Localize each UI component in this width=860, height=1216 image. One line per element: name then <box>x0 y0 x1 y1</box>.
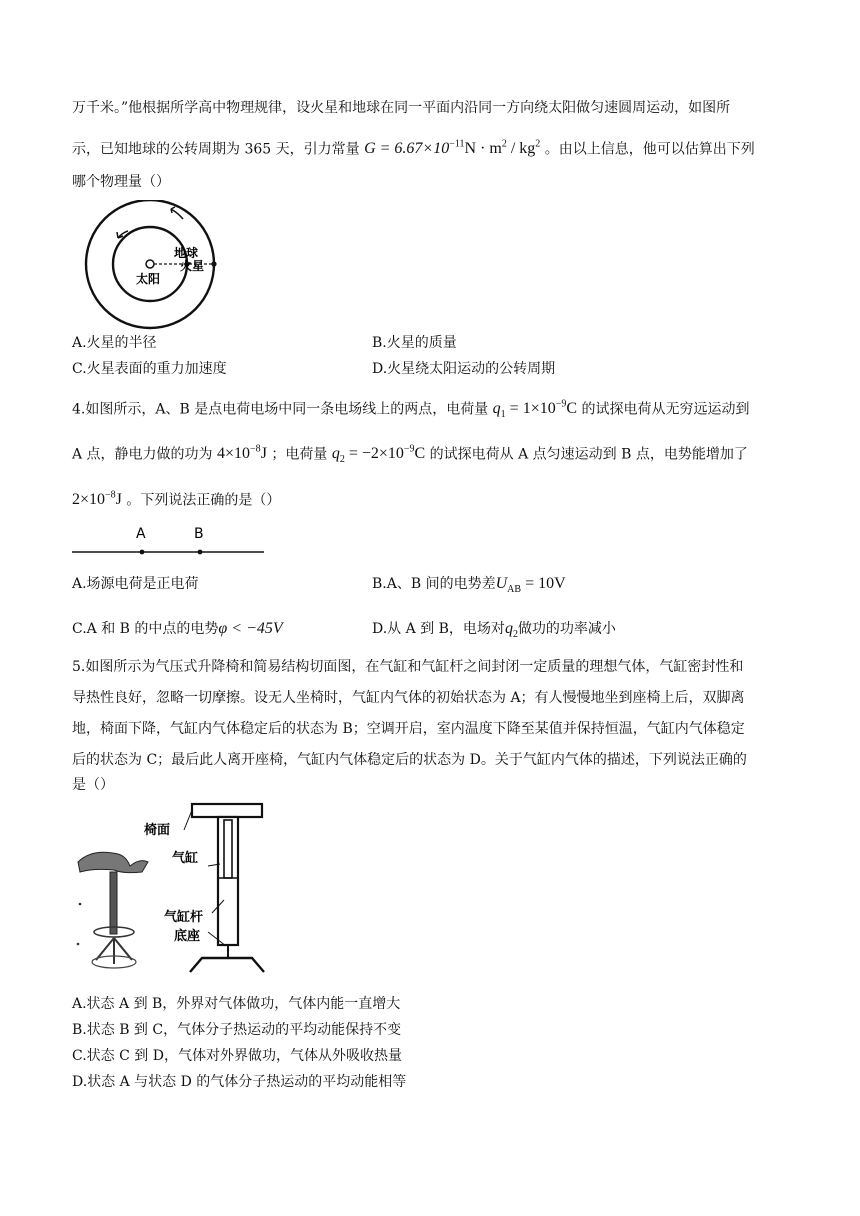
q5-option-a[interactable]: A.状态 A 到 B，外界对气体做功，气体内能一直增大 <box>72 996 401 1012</box>
q5-option-c[interactable]: C.状态 C 到 D，气体对外界做功，气体从外吸收热量 <box>72 1048 402 1064</box>
q4-charge-q1: $q_1 = 1\times 10^{-9}C$ <box>492 399 578 421</box>
rod-label: 气缸杆 <box>164 910 204 925</box>
q3-text-line2 <box>72 135 755 159</box>
q4-line3-post: 。下列说法正确的是（） <box>126 492 281 509</box>
q5-text-line3: 地，椅面下降，气缸内气体稳定后的状态为 B；空调开启，室内温度下降至某值并保持恒温，气缸内气体稳定 <box>72 721 745 737</box>
q4-line2-post: 的试探电荷从 A 点匀速运动到 B 点，电势能增加了 <box>429 446 748 463</box>
earth-label: 地球 <box>174 246 199 260</box>
q5-text-line1: 5.如图所示为气压式升降椅和简易结构切面图，在气缸和气缸杆之间封闭一定质量的理想气体，气缸密封性和 <box>72 659 744 675</box>
q3-text-line2-post: 。由以上信息，他可以估算出下列 <box>544 141 755 158</box>
q3-option-d[interactable]: D.火星绕太阳运动的公转周期 <box>372 361 556 377</box>
point-b-label: B <box>194 526 204 542</box>
base-label: 底座 <box>174 929 201 944</box>
sun-label: 太阳 <box>136 272 161 286</box>
q4-option-a[interactable]: A.场源电荷是正电荷 <box>72 576 199 592</box>
cylinder-label: 气缸 <box>172 851 199 866</box>
mars-direction-arrow <box>171 209 183 219</box>
q3-gravity-constant: $G = 6.67\times 10^{-11}N \cdot m^2 / kg^2$ <box>364 139 541 158</box>
q4-line1-post: 的试探电荷从无穷远运动到 <box>581 401 750 418</box>
point-a-icon <box>140 550 145 555</box>
chair-column <box>110 872 117 934</box>
q4-work-value: $4\times 10^{-8}J$ <box>217 444 267 463</box>
point-b-icon <box>198 550 203 555</box>
q4-energy-value: $2\times 10^{-8}J$ <box>72 490 122 509</box>
q4-text-line2 <box>72 440 748 471</box>
mars-icon <box>211 261 216 266</box>
q4-line1-pre: 4.如图所示，A、B 是点电荷电场中同一条电场线上的两点，电荷量 <box>72 401 489 418</box>
seat-label: 椅面 <box>144 823 171 838</box>
q3-option-a[interactable]: A.火星的半径 <box>72 335 157 351</box>
q5-text-line2: 导热性良好，忽略一切摩擦。设无人坐椅时，气缸内气体的初始状态为 A；有人慢慢地坐到座椅上后，双脚离 <box>72 690 745 706</box>
q5-option-b[interactable]: B.状态 B 到 C，气体分子热运动的平均动能保持不变 <box>72 1022 402 1038</box>
q3-text-line1: 万千米。”他根据所学高中物理规律，设火星和地球在同一平面内沿同一方向绕太阳做匀速圆周运动，如图所 <box>72 100 731 116</box>
cylinder-rod <box>224 820 232 878</box>
sun-icon <box>146 260 154 268</box>
q4-text-line3 <box>72 486 280 510</box>
q5-text-line4: 后的状态为 C；最后此人离开座椅，气缸内气体稳定后的状态为 D。关于气缸内气体的描述，下列说法正确的 <box>72 752 747 768</box>
q4-option-d[interactable]: D.从 A 到 B，电场对$q_2$做功的功率减小 <box>372 620 616 641</box>
chair-cross-section <box>140 800 270 980</box>
point-a-label: A <box>136 526 146 542</box>
q4-option-b[interactable]: B.A、B 间的电势差$U_{AB} = 10V$ <box>372 575 566 596</box>
q4-text-line1 <box>72 395 749 426</box>
q4-line2-pre: A 点，静电力做的功为 <box>72 446 213 463</box>
q3-text-line3: 哪个物理量（） <box>72 174 170 190</box>
q3-orbit-figure <box>66 200 226 330</box>
q4-charge-q2: $q_2 = -2\times 10^{-9}C$ <box>331 444 426 466</box>
q5-text-line5: 是（） <box>72 777 114 793</box>
seat-plate <box>192 804 262 817</box>
chair-legs <box>96 938 132 964</box>
q5-option-d[interactable]: D.状态 A 与状态 D 的气体分子热运动的平均动能相等 <box>72 1074 407 1090</box>
q3-option-b[interactable]: B.火星的质量 <box>372 335 457 351</box>
base-legs <box>190 958 264 972</box>
chair-seat-shape <box>78 852 148 872</box>
q3-option-c[interactable]: C.火星表面的重力加速度 <box>72 361 227 377</box>
q4-line2-mid: ；电荷量 <box>271 446 328 463</box>
q4-option-c[interactable]: C.A 和 B 的中点的电势φ < −45V <box>72 620 283 637</box>
q4-field-line-figure <box>70 520 270 560</box>
seat-pointer <box>184 810 192 830</box>
q3-text-line2-pre: 示，已知地球的公转周期为 365 天，引力常量 <box>72 141 360 158</box>
mars-label: 火星 <box>180 259 205 273</box>
